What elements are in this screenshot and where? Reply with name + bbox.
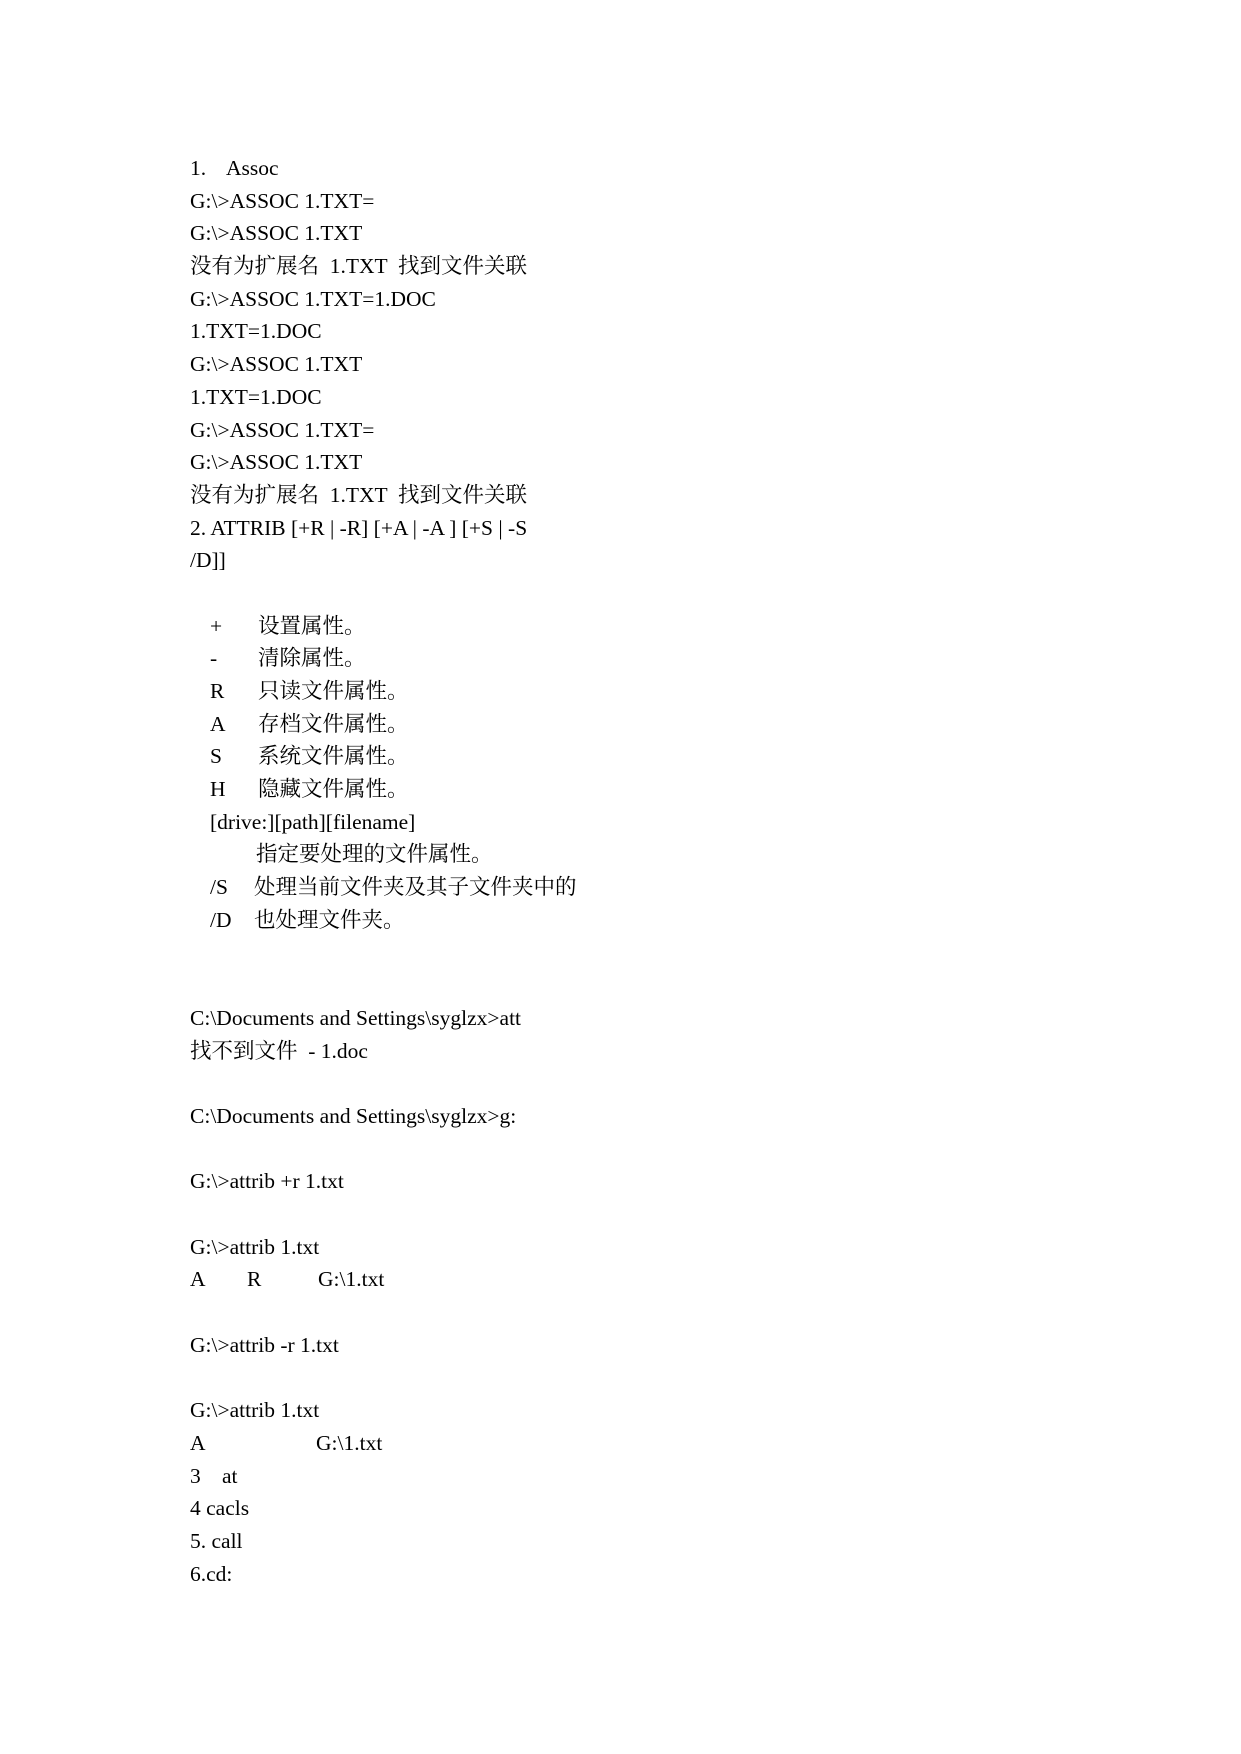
option-row [190, 675, 1090, 708]
heading-number: 1. [190, 156, 207, 180]
option-desc: 只读文件属性。 [258, 679, 409, 703]
session-line: G:\>attrib 1.txt [190, 1398, 320, 1423]
option-row [190, 773, 1090, 806]
assoc-line: G:\>ASSOC 1.TXT=1.DOC [190, 286, 436, 311]
list-item-text: call [211, 1528, 243, 1553]
path-desc: 指定要处理的文件属性。 [256, 842, 493, 867]
attrib-result-row [190, 1263, 1090, 1296]
assoc-line: G:\>ASSOC 1.TXT= [190, 188, 375, 213]
option-desc: 隐藏文件属性。 [258, 777, 409, 802]
attrib-file-path: G:\1.txt [316, 1430, 383, 1455]
switch-desc: 处理当前文件夹及其子文件夹中的 [254, 875, 577, 900]
blank-line [190, 937, 1090, 970]
blank-line [190, 1198, 1090, 1231]
assoc-line: 1.TXT=1.DOC [190, 319, 322, 344]
list-item-number: 5. [190, 1528, 207, 1553]
blank-line [190, 577, 1090, 610]
session-line: 找不到文件 - 1.doc [190, 1038, 368, 1063]
session-line: C:\Documents and Settings\syglzx>att [190, 1005, 522, 1030]
document-body [190, 152, 1090, 1590]
switch-row [190, 871, 1090, 904]
blank-line [190, 1296, 1090, 1329]
option-desc: 设置属性。 [258, 613, 366, 638]
assoc-line: G:\>ASSOC 1.TXT= [190, 417, 375, 442]
path-param: [drive:][path][filename] [210, 809, 416, 834]
session-line: G:\>attrib 1.txt [190, 1234, 320, 1259]
list-item [190, 1492, 1090, 1525]
list-item-text: cacls [206, 1496, 250, 1521]
switch-row [190, 904, 1090, 937]
attrib-result-row [190, 1427, 1090, 1460]
blank-line [190, 969, 1090, 1002]
session-line: C:\Documents and Settings\syglzx>g: [190, 1103, 517, 1128]
assoc-line: 没有为扩展名 1.TXT 找到文件关联 [190, 254, 528, 279]
option-key: R [210, 679, 225, 703]
option-desc: 存档文件属性。 [258, 711, 409, 736]
heading-text: Assoc [226, 156, 279, 180]
assoc-heading [190, 152, 1090, 185]
blank-line [190, 1361, 1090, 1394]
assoc-line: G:\>ASSOC 1.TXT [190, 352, 363, 377]
assoc-line: 1.TXT=1.DOC [190, 384, 322, 409]
list-item-number: 3 [190, 1463, 201, 1488]
switch-key: /S [210, 875, 228, 900]
blank-line [190, 1067, 1090, 1100]
attrib-syntax-line: /D]] [190, 548, 226, 573]
blank-line [190, 1133, 1090, 1166]
option-key: + [210, 613, 223, 638]
session-line: G:\>attrib -r 1.txt [190, 1332, 339, 1357]
option-row [190, 642, 1090, 675]
switch-key: /D [210, 907, 232, 932]
option-row [190, 610, 1090, 643]
session-line: G:\>attrib +r 1.txt [190, 1169, 344, 1194]
option-row [190, 708, 1090, 741]
assoc-line: 没有为扩展名 1.TXT 找到文件关联 [190, 482, 528, 507]
option-key: H [210, 777, 226, 802]
option-desc: 清除属性。 [258, 646, 366, 671]
attrib-file-path: G:\1.txt [318, 1267, 385, 1292]
list-item-number: 6. [190, 1561, 207, 1586]
list-item-text: cd: [206, 1561, 233, 1586]
assoc-line: G:\>ASSOC 1.TXT [190, 221, 363, 246]
list-item [190, 1525, 1090, 1558]
list-item-text: at [222, 1463, 238, 1488]
option-row [190, 740, 1090, 773]
switch-desc: 也处理文件夹。 [254, 907, 405, 932]
list-item [190, 1558, 1090, 1591]
option-key: S [210, 744, 222, 769]
attrib-syntax-line: 2. ATTRIB [+R | -R] [+A | -A ] [+S | -S [190, 515, 528, 540]
attrib-flag-archive: A [190, 1430, 206, 1455]
attrib-flag-archive: A [190, 1267, 206, 1292]
option-key: A [210, 711, 226, 736]
list-item-number: 4 [190, 1496, 201, 1521]
option-desc: 系统文件属性。 [258, 744, 409, 769]
list-item [190, 1460, 1090, 1493]
option-key: - [210, 646, 218, 671]
assoc-line: G:\>ASSOC 1.TXT [190, 450, 363, 475]
attrib-flag-readonly: R [247, 1267, 262, 1292]
